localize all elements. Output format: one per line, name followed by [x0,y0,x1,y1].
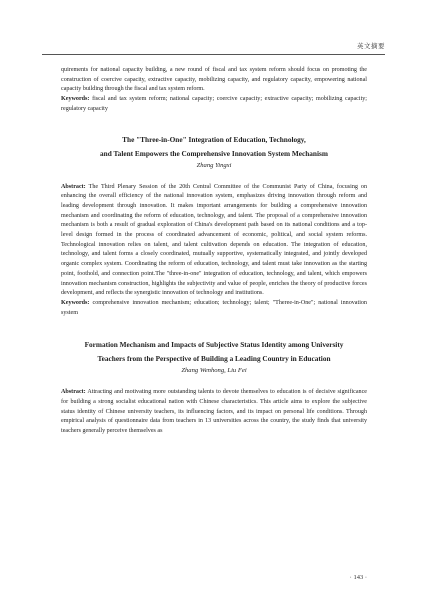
article-title-line: and Talent Empowers the Comprehensive Innovation System Mechanism [100,148,328,158]
article-authors: Zhang Wenhong, Liu Fei [181,367,247,375]
article-title-line: The "Three-in-One" Integration of Education, Technology, [122,134,306,144]
article-abstract [61,183,367,299]
article-abstract [61,388,367,437]
abstract-text: Attracting and motivating more outstanding talents to devote themselves to education is of decisive significance for building a strong socialist educational nation with Chinese characteristics. This article aims to explore the subjective status identity of Chinese university teachers, its influencing factors, and its impact on personal life conditions. Through empirical analysis of questionnaire data from teachers in 13 universities across the country, the study finds that university teachers generally perceive themselves as [61,389,367,435]
spacer [61,171,367,183]
page-number: · 143 · [349,574,367,581]
spacer [61,115,367,133]
article-keywords [61,299,367,318]
keywords-text: fiscal and tax system reform; national capacity; coercive capacity; extractive capacity; mobilizing capacity; regulatory capacity [61,96,367,112]
keywords-label: Keywords: [61,96,90,103]
abstract-label: Abstract: [61,183,86,190]
keywords-text: comprehensive innovation mechanism; education; technology; talent; "Theree-in-One"; national innovation system [61,299,367,316]
abstract-label: Abstract: [61,389,86,396]
abstract-text: The Third Plenary Session of the 20th Central Committee of the Communist Party of China, focusing on enhancing the overall efficiency of the national innovation system, emphasizes driving innovation through reform and leading development through innovation. It makes important arrangements for building a comprehensive innovation mechanism and coordinating the reform of education, technology, and talent. The proposal of a comprehensive innovation mechanism is both a result of gradual exploration of China's development path based on its national conditions and a top-level design formed in the process of coordinated advancement of economic, political, and social system reforms. Technological innovation relies on talent, and talent cultivation depends on education. The integration of education, technology, and talent forms a closely coordinated, mutually supportive, systematically integrated, and jointly developed organic complex system. Coordinating the reform of education, technology, and talent must take innovation as the starting point, foothold, and connection point.The "three-in-one" integration of education, technology, and talent, which empowers innovation mechanism construction, highlights the subjectivity and value of people, enriches the theory of productive forces development, and reflects the synergistic innovation of technology and institutions. [61,183,367,297]
spacer [61,376,367,388]
continuation-paragraph: quirements for national capacity building, a new round of fiscal and tax system reform should focus on promoting the construction of coercive capacity, extractive capacity, mobilizing capacity, and regulatory capacity, empowering national capacity building through the fiscal and tax system reform. [61,67,367,93]
article-authors: Zhang Yingxi [196,161,232,169]
article-title-line: Formation Mechanism and Impacts of Subjective Status Identity among University [84,340,344,350]
article-title [61,338,367,366]
article-title-line: Teachers from the Perspective of Building a Leading Country in Education [97,354,331,364]
page-content [61,66,367,437]
running-header: 英文摘要 [357,43,385,50]
spacer [61,318,367,338]
article-title [61,133,367,161]
header-rule [42,54,385,55]
continuation-keywords [61,95,367,114]
keywords-label: Keywords: [61,299,90,306]
